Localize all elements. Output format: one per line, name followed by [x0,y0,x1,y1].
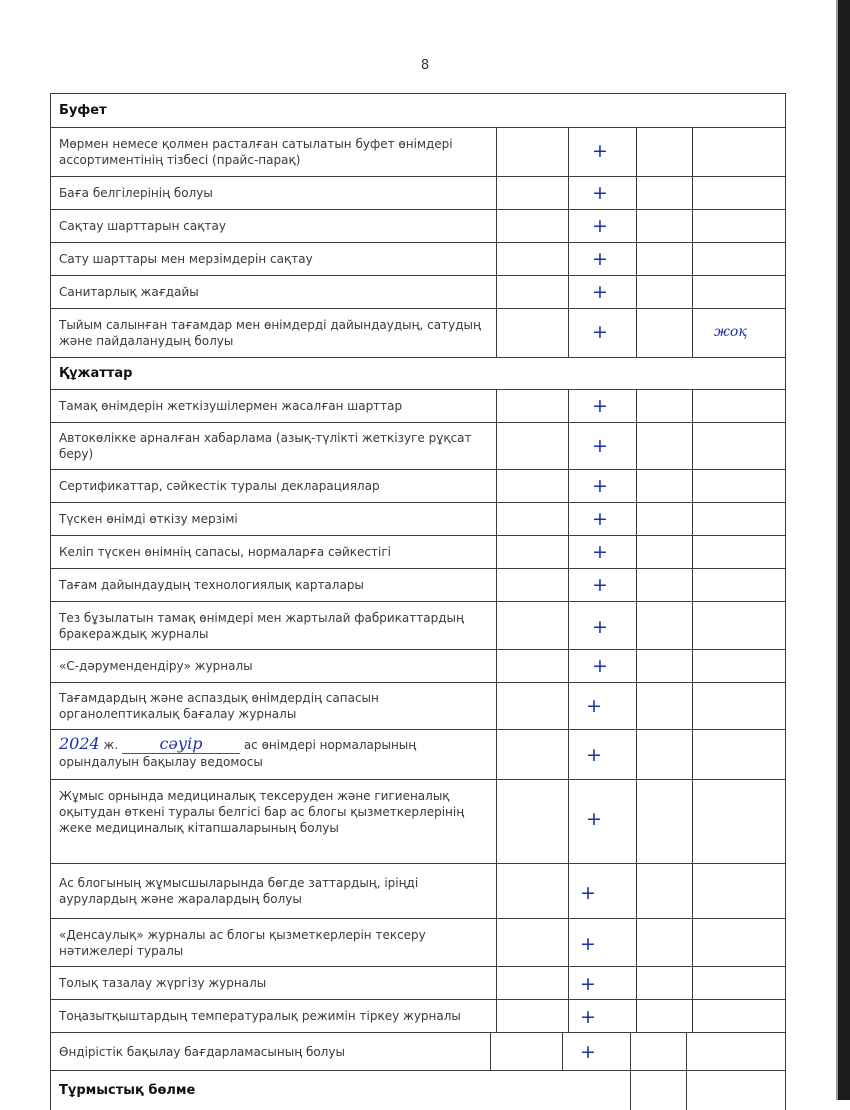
table-row [50,127,786,176]
plus-mark: + [592,475,608,497]
plus-mark: + [592,248,608,270]
plus-mark: + [586,808,602,830]
table-row [50,242,786,275]
year-suffix: ж. [103,738,119,752]
table-row [50,966,786,999]
table-row [50,389,786,422]
table-row [50,863,786,918]
plus-mark: + [580,933,596,955]
section-title: Тұрмыстық бөлме [59,1083,196,1098]
handwritten-month: сәуір [159,734,203,753]
row-label: Тамақ өнімдерін жеткізушілермен жасалған шарттар [59,399,403,413]
row-label: Тағам дайындаудың технологиялық карталары [59,578,364,592]
plus-mark: + [592,616,608,638]
plus-mark: + [580,973,596,995]
table-row [50,275,786,308]
table-row [50,1032,786,1070]
table-row [50,568,786,601]
table-row [50,469,786,502]
month-blank [122,736,240,754]
table-row [50,918,786,966]
row-label: Толық тазалау жүргізу журналы [59,976,267,990]
table-row [50,601,786,649]
table-row [50,682,786,729]
plus-mark: + [592,140,608,162]
row-label: Сақтау шарттарын сақтау [59,219,226,233]
row-label: Мөрмен немесе қолмен расталған сатылатын буфет өнімдері ассортиментінің тізбесі (прайс-парақ) [59,137,453,167]
row-label: «Денсаулық» журналы ас блогы қызметкерлерін тексеру нәтижелері туралы [59,927,426,958]
plus-mark: + [580,1006,596,1028]
section-title: Құжаттар [59,366,133,381]
plus-mark: + [592,321,608,343]
plus-mark: + [586,695,602,717]
plus-mark: + [592,541,608,563]
row-label: Сертификаттар, сәйкестік туралы декларациялар [59,479,380,493]
section-header-turmys [50,1070,786,1110]
row-label: Келіп түскен өнімнің сапасы, нормаларға сәйкестігі [59,545,391,559]
section-header-bufet [50,93,786,127]
plus-mark: + [592,508,608,530]
plus-mark: + [592,655,608,677]
plus-mark: + [586,744,602,766]
row-label: Тағамдардың және аспаздық өнімдердің сапасын органолептикалық бағалау журналы [59,691,379,721]
plus-mark: + [592,182,608,204]
row-label: Тез бұзылатын тамақ өнімдері мен жартылай фабрикаттардың бракераждық журналы [59,610,464,641]
plus-mark: + [592,281,608,303]
row-label: Баға белгілерінің болуы [59,186,213,200]
row-label: Тоңазытқыштардың температуралық режимін тіркеу журналы [59,1009,461,1023]
table-row [50,176,786,209]
plus-mark: + [592,215,608,237]
row-label: ас өнімдері нормаларының орындалуын бақылау ведомосы [59,738,417,769]
table-row [50,649,786,682]
table-row [50,422,786,469]
row-label: Түскен өнімді өткізу мерзімі [59,512,238,526]
scan-edge [838,0,850,1100]
table-row [50,999,786,1032]
row-label: Ас блогының жұмысшыларында бөгде заттардың, іріңді аурулардың және жаралардың болуы [59,876,419,906]
row-label: Автокөлікке арналған хабарлама (азық-түлікті жеткізуге рұқсат беру) [59,431,472,461]
plus-mark: + [580,882,596,904]
section-header-kuzhattar [50,357,786,389]
row-label: Өндірістік бақылау бағдарламасының болуы [59,1044,345,1059]
plus-mark: + [592,395,608,417]
row-label: Жұмыс орнында медициналық тексеруден және гигиеналық оқытудан өткені туралы белгісі бар ас блогы қызметкерлерінің жеке медициналық кітапшаларының болуы [59,789,465,835]
row-label-vedomost [59,730,489,779]
row-label: Тыйым салынған тағамдар мен өнімдерді дайындаудың, сатудың және пайдаланудың болуы [59,318,481,348]
table-row [50,779,786,863]
plus-mark: + [592,574,608,596]
handwritten-note: жоқ [714,324,747,340]
row-label: «С-дәрумендендіру» журналы [59,659,253,673]
table-row [50,209,786,242]
page-number: 8 [420,58,430,73]
row-label: Санитарлық жағдайы [59,285,199,299]
table-row [50,502,786,535]
row-label: Сату шарттары мен мерзімдерін сақтау [59,252,313,266]
section-title: Буфет [59,103,107,118]
table-row [50,308,786,357]
table-row [50,535,786,568]
plus-mark: + [592,435,608,457]
plus-mark: + [580,1041,596,1063]
handwritten-year: 2024 [59,734,100,753]
table-row [50,729,786,779]
